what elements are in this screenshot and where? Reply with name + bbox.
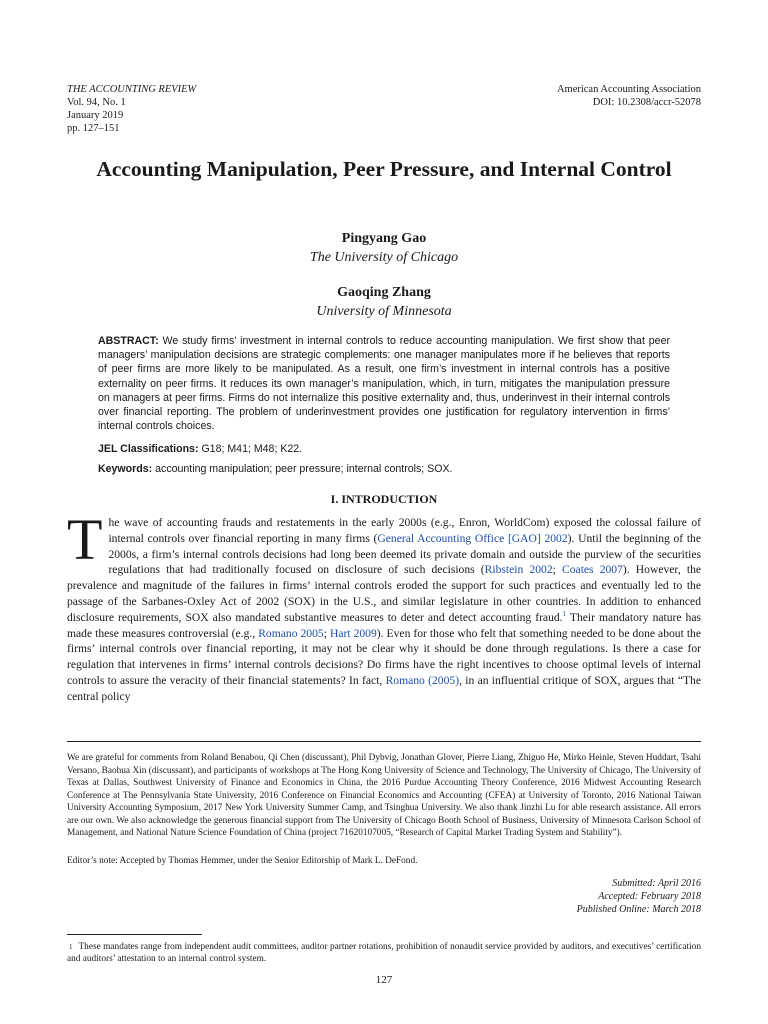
submitted-date: Submitted: April 2016	[612, 878, 701, 889]
citation-ribstein[interactable]: Ribstein 2002	[484, 563, 553, 577]
jel-classifications	[98, 442, 670, 456]
introduction-text	[67, 507, 702, 705]
footnote-short-divider	[67, 934, 202, 935]
acknowledgments: We are grateful for comments from Roland Benabou, Qi Chen (discussant), Phil Dybvig, Jonathan Glover, Pierre Liang, Zhiguo He, Mirko Heinle, Steven Huddart, Tsahi Versano, Baohua Xin (discussant), and participants of workshops at The Hong Kong University of Science and Technology, The University of Chicago, The University of Texas at Dallas, Southwest University of Finance and Economics in China, the 2016 Purdue Accounting Theory Conference, 2016 Midwest Accounting Research Conference at The Pennsylvania State University, 2016 Conference on Financial Economics and Accounting (CFEA) at University of Toronto, 2016 National Taiwan University Accounting Symposium, 2017 New York University Summer Camp, and Tsinghua University. We also thank Jinzhi Lu for able research assistance. All errors are our own. We also acknowledge the generous financial support from The University of Chicago Booth School of Business, University of Minnesota Carlson School of Management, and National Nature Science Foundation of China (project 71620107005, “Research of Capital Market Trading System and Stability”).	[67, 753, 701, 838]
published-date: Published Online: March 2018	[576, 904, 701, 915]
publication-dates	[577, 877, 701, 916]
accepted-date: Accepted: February 2018	[598, 891, 701, 902]
intro-text-6: , in an influential critique of SOX, argues that “The central policy	[67, 673, 701, 703]
citation-romano-2005[interactable]: Romano (2005)	[385, 673, 460, 687]
jel-label: JEL Classifications:	[98, 443, 199, 455]
citation-gao[interactable]: General Accounting Office [GAO] 2002	[377, 531, 568, 545]
author-affiliation-1: The University of Chicago	[309, 250, 459, 265]
citation-hart[interactable]: Hart 2009	[329, 626, 377, 640]
footnote-divider	[67, 741, 701, 742]
abstract	[98, 334, 670, 433]
footnote-1	[67, 941, 701, 965]
intro-text-5: ). Even for those who felt that something needed to be done about the firms’ internal controls over financial reporting, it may not be clear why it should be done through regulations. Is there a case for regulation that intervenes in firms’ internal controls decisions? Do firms have the right incentives to choose optimal levels of internal controls to assure the veracity of their financial statements? In fact,	[67, 626, 701, 687]
drop-cap: T	[67, 507, 103, 572]
intro-text-4: Their mandatory nature has made these measures controversial (e.g.,	[67, 610, 701, 640]
author-name-2: Gaoqing Zhang	[337, 285, 431, 300]
intro-text-2: ). Until the beginning of the 2000s, a firm’s internal controls decisions had long been deemed its private domain and outside the purview of the securities regulations that had traditionally focused on disclosure of such decisions (	[108, 531, 701, 577]
section-heading: I. INTRODUCTION	[330, 492, 438, 506]
journal-pages: pp. 127–151	[67, 123, 120, 134]
footnote-marker-1[interactable]: 1	[562, 609, 567, 618]
journal-name: THE ACCOUNTING REVIEW	[67, 84, 197, 95]
journal-header	[67, 83, 196, 135]
intro-text-1: he wave of accounting frauds and restatements in the early 2000s (e.g., Enron, WorldCom) exposed the colossal failure of internal controls over financial reporting in many firms (	[108, 516, 701, 545]
intro-separator-2: ;	[323, 626, 330, 640]
keywords-label: Keywords:	[98, 463, 153, 475]
publisher-header	[557, 83, 701, 109]
editor-note: Editor’s note: Accepted by Thomas Hemmer, under the Senior Editorship of Mark L. DeFond.	[67, 856, 418, 866]
keywords-text: accounting manipulation; peer pressure; internal controls; SOX.	[155, 463, 453, 475]
abstract-text: We study firms’ investment in internal controls to reduce accounting manipulation. We first show that peer managers’ manipulation decisions are strategic complements: one manager manipulates more if he believes that reports of peer firms are more likely to be manipulated. As a result, one firm’s investment in internal controls has a positive externality on peer firms. It reduces its own manager’s manipulation, which, in turn, mitigates the manipulation pressure on managers at peer firms. Firms do not internalize this positive externality and, thus, underinvest in their internal controls over financial reporting. The problem of underinvestment provides one justification for regulatory intervention in firms’ internal controls choices.	[98, 335, 670, 433]
abstract-label: ABSTRACT:	[98, 335, 159, 347]
doi: DOI: 10.2308/accr-52078	[592, 97, 701, 108]
citation-coates[interactable]: Coates 2007	[562, 563, 623, 577]
intro-separator-1: ;	[552, 563, 563, 577]
page-number: 127	[375, 974, 393, 986]
author-affiliation-2: University of Minnesota	[316, 304, 452, 319]
footnote-text: These mandates range from independent audit committees, auditor partner rotations, prohibition of nonaudit service provided by auditors, and executives’ certification and auditors’ attestation to an internal control system.	[67, 942, 701, 964]
keywords	[98, 462, 670, 476]
author-name-1: Pingyang Gao	[341, 231, 427, 246]
jel-codes: G18; M41; M48; K22.	[201, 443, 303, 455]
footnote-number: 1	[69, 943, 73, 951]
intro-text-3: ). However, the prevalence and magnitude of the failures in firms’ internal controls eroded the support for such practices and eventually led to the passage of the Sarbanes-Oxley Act of 2002 (SOX) in the U.S., and similar legislature in other countries. In addition to enhanced disclosure requirements, SOX also mandated substantive measures to deter and detect accounting fraud.	[67, 563, 702, 624]
association-name: American Accounting Association	[556, 84, 701, 95]
journal-volume: Vol. 94, No. 1	[67, 97, 126, 108]
citation-romano[interactable]: Romano 2005	[258, 626, 324, 640]
paper-title: Accounting Manipulation, Peer Pressure, and Internal Control	[96, 157, 672, 181]
journal-date: January 2019	[67, 110, 124, 121]
